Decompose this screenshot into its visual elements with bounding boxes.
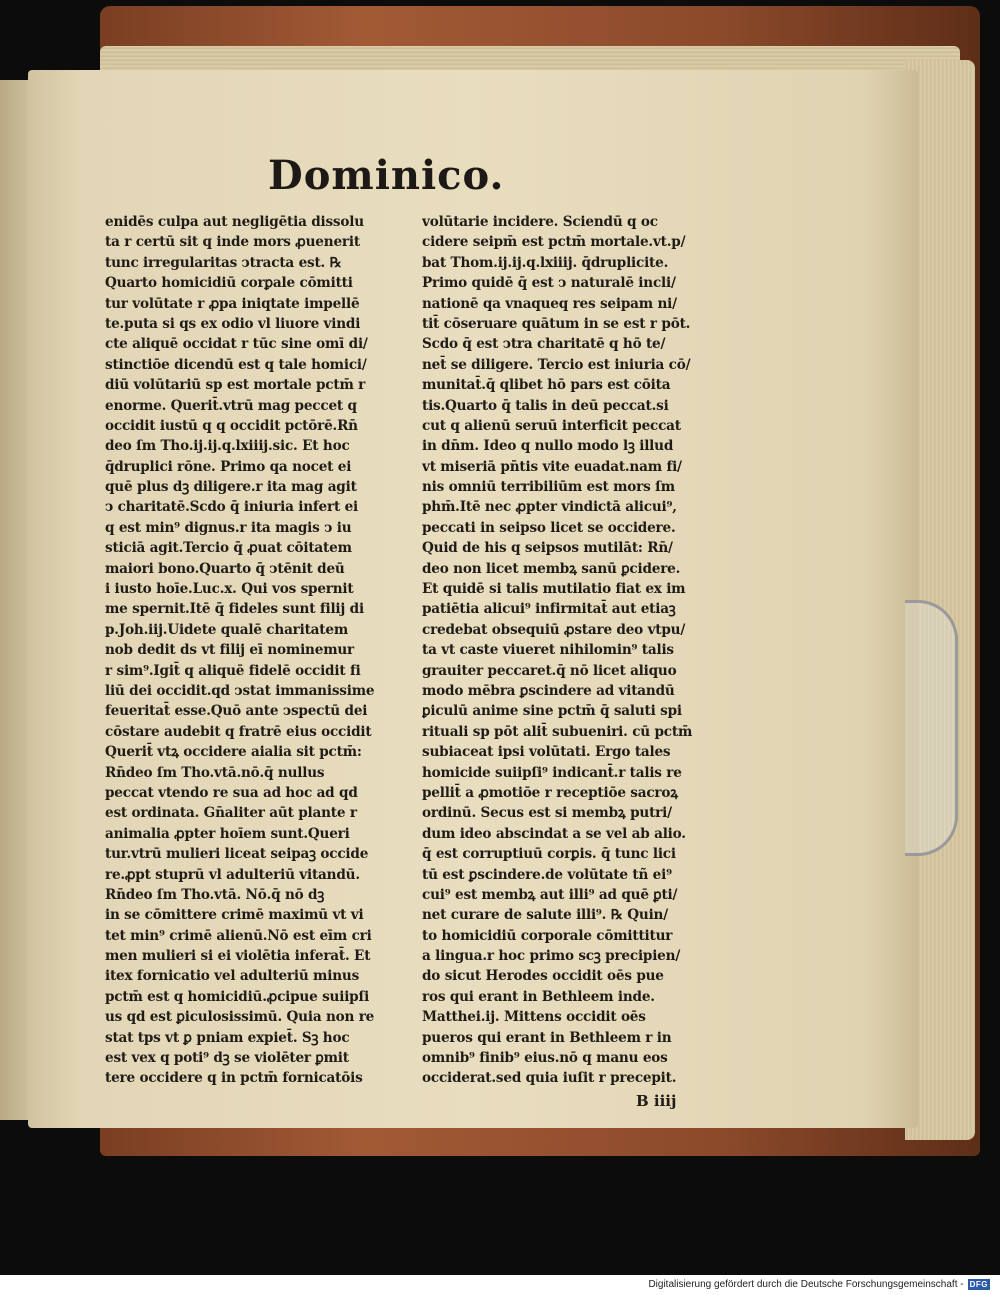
text-line: maiori bono.Quarto q̄ ↄtēnit deū	[105, 560, 345, 577]
text-line: munitat̄.q̄ qlibet hō pars est cōita	[422, 377, 671, 394]
text-line: quē plus dꝫ diligere.r ita mag agit	[105, 479, 357, 496]
text-line: diū volūtariū sp est mortale pctm̄ r	[105, 377, 366, 394]
text-line: in se cōmittere crimē maximū vt vi	[105, 907, 364, 924]
text-line: i iusto hoīe.Luc.x. Qui vos spernit	[105, 581, 354, 598]
text-column-left	[105, 212, 405, 1089]
text-line: itex fornicatio vel adulteriū minus	[105, 968, 360, 985]
text-line: subiaceat ipsi volūtati. Ergo tales	[422, 744, 671, 761]
text-line: ↄ charitatē.Scdo q̄ iniuria infert ei	[105, 499, 358, 516]
text-line: enorme. Querit̄.vtrū mag peccet q	[105, 397, 357, 414]
text-line: tur.vtrū mulieri liceat seipaꝫ occide	[105, 846, 369, 863]
text-line: modo mēbra ꝑscindere ad vitandū	[422, 682, 675, 699]
text-line: ros qui erant in Bethleem inde.	[422, 988, 655, 1005]
text-line: q̄ est corruptiuū corꝑis. q̄ tunc lici	[422, 846, 676, 863]
text-line: stat tps vt ꝑ pniam expiet̄. Sꝫ hoc	[105, 1029, 350, 1046]
text-line: ta vt caste viueret nihilomin⁹ talis	[422, 642, 674, 659]
text-line: enidēs culpa aut negligētia dissolu	[105, 214, 364, 230]
text-line: Et quidē si talis mutilatio fiat ex im	[422, 581, 686, 598]
text-column-right	[422, 212, 722, 1089]
text-line: pueros qui erant in Bethleem r in	[422, 1029, 672, 1046]
text-line: peccat vtendo re sua ad hoc ad qd	[105, 784, 358, 801]
text-line: re.ꝓpt stuprū vl adulteriū vitandū.	[105, 866, 360, 883]
text-line: in dn̄m. Ideo q nullo modo lꝫ illud	[422, 438, 674, 455]
signature-mark: B iiij	[636, 1092, 677, 1110]
text-line: nationē qa vnaqueq res seipam ni/	[422, 295, 677, 312]
text-line: a lingua.r hoc primo scꝫ precipien/	[422, 948, 681, 965]
text-line: Rn̄deo ſm Tho.vtā.nō.q̄ nullus	[105, 764, 325, 781]
text-line: Scdo q̄ est ↄtra charitatē q hō te/	[422, 336, 666, 353]
text-line: pctm̄ est q homicidiū.ꝓcipue suiipſi	[105, 988, 370, 1005]
text-line: Quarto homicidiū corꝑale cōmitti	[105, 275, 353, 292]
text-line: tunc irregularitas ↄtracta est. ℞	[105, 254, 342, 271]
text-line: feueritat̄ esse.Quō ante ↄspectū dei	[105, 703, 368, 720]
text-line: bat Thom.ij.ij.q.lxiiij. q̄druplicite.	[422, 254, 669, 271]
text-line: homicide suiipſi⁹ indicant̄.r talis re	[422, 764, 682, 781]
page-title: Dominico.	[268, 152, 505, 199]
text-line: dum ideo abscindat a se vel ab alio.	[422, 825, 686, 842]
text-line: ordinū. Secus est si membꝝ putri/	[422, 805, 672, 822]
text-line: vt miseriā pn̄tis vite euadat.nam fi/	[422, 458, 682, 475]
text-line: grauiter peccaret.q̄ nō licet aliquo	[422, 662, 677, 679]
text-line: do sicut Herodes occidit oēs pue	[422, 968, 664, 985]
text-line: ta r certū sit q inde mors ꝓuenerit	[105, 234, 360, 251]
text-line: volūtarie incidere. Sciendū q oc	[422, 214, 658, 230]
text-line: cui⁹ est membꝝ aut illi⁹ ad quē ꝑti/	[422, 886, 678, 903]
footer-credit	[648, 1279, 990, 1290]
text-line: phm̄.Itē nec ꝓpter vindictā alicui⁹,	[422, 499, 677, 516]
text-line: omnib⁹ finib⁹ eius.nō q manu eos	[422, 1050, 668, 1067]
text-line: est ordinata. Gn̄aliter aūt plante r	[105, 805, 357, 822]
text-line: deo non licet membꝝ sanū ꝑcidere.	[422, 560, 681, 577]
text-line: Primo quidē q̄ est ↄ naturalē incli/	[422, 275, 676, 292]
text-line: rituali sp pōt alit̄ subueniri. cū pctm̄	[422, 723, 693, 740]
text-line: liū dei occidit.qd ↄstat immanissime	[105, 682, 375, 699]
text-line: te.puta si qs ex odio vl liuore vindi	[105, 315, 361, 332]
text-line: tit̄ cōseruare quātum in se est r pōt.	[422, 315, 691, 332]
text-line: credebat obsequiū ꝓstare deo vtpu/	[422, 621, 686, 638]
text-line: peccati in seipso licet se occidere.	[422, 519, 676, 536]
text-line: nis omniū terribiliūm est mors ſm	[422, 479, 675, 496]
text-line: ꝑiculū anime sine pctm̄ q̄ saluti spi	[422, 703, 682, 720]
text-line: Quid de his q seipsos mutilāt: Rn̄/	[422, 540, 673, 557]
text-line: nob dedit ds vt filij eī nominemur	[105, 642, 355, 659]
text-line: net̄ se diligere. Tercio est iniuria cō/	[422, 356, 691, 373]
text-line: me spernit.Itē q̄ fideles sunt filij di	[105, 601, 364, 618]
text-line: animalia ꝓpter hoīem sunt.Queri	[105, 825, 350, 842]
text-line: cte aliquē occidat r tūc sine omī di/	[105, 336, 368, 353]
text-line: tis.Quarto q̄ talis in deū peccat.si	[422, 397, 669, 414]
text-line: tet min⁹ crimē alienū.Nō est eīm cri	[105, 927, 372, 944]
text-line: r sim⁹.Igit̄ q aliquē fidelē occidit fi	[105, 662, 361, 679]
text-line: p.Joh.iij.Uidete qualē charitatem	[105, 621, 348, 638]
text-line: patiētia alicui⁹ infirmitat̄ aut etiaꝫ	[422, 601, 676, 618]
text-line: deo ſm Tho.ij.ij.q.lxiiij.sic. Et hoc	[105, 438, 350, 455]
text-line: occidit iustū q q occidit pctōrē.Rn̄	[105, 417, 358, 434]
text-line: us qd est ꝑiculosissimū. Quia non re	[105, 1009, 375, 1026]
footer-text: Digitalisierung gefördert durch die Deutsche Forschungsgemeinschaft -	[648, 1279, 964, 1290]
text-line: q est min⁹ dignus.r ita magis ↄ iu	[105, 519, 352, 536]
text-line: Querit̄ vtꝝ occidere aialia sit pctm̄:	[105, 744, 362, 761]
text-line: tere occidere q in pctm̄ fornicatōis	[105, 1070, 363, 1087]
text-line: sticiā agit.Tercio q̄ ꝓuat cōitatem	[105, 540, 352, 557]
text-line: cōstare audebit q fratrē eius occidit	[105, 723, 372, 740]
text-line: tū est ꝑscindere.de volūtate tñ ei⁹	[422, 866, 672, 883]
text-line: men mulieri si ei violētia inferat̄. Et	[105, 948, 371, 965]
text-line: q̄druplici rōne. Primo qa nocet ei	[105, 458, 352, 475]
text-line: est vex q poti⁹ dꝫ se violēter ꝑmit	[105, 1050, 349, 1067]
text-line: occiderat.sed quia iuſit r precepit.	[422, 1070, 677, 1087]
dfg-logo-icon: DFG	[969, 1280, 988, 1289]
text-line: tur volūtate r ꝓpa iniqtate impellē	[105, 295, 360, 312]
text-line: cut q alienū seruū interficit peccat	[422, 417, 681, 434]
text-line: cidere seipm̄ est pctm̄ mortale.vt.p/	[422, 234, 686, 251]
text-line: Matthei.ij. Mittens occidit oēs	[422, 1009, 646, 1026]
text-line: stinctiōe dicendū est q tale homici/	[105, 356, 367, 373]
text-line: Rn̄deo ſm Tho.vtā. Nō.q̄ nō dꝫ	[105, 886, 325, 903]
bookmark-clip	[905, 600, 958, 856]
text-line: pellit̄ a ꝓmotiōe r receptiōe sacroꝝ	[422, 784, 678, 801]
text-line: to homicidiū corporale cōmittitur	[422, 927, 673, 944]
text-line: net curare de salute illi⁹. ℞ Quin/	[422, 907, 669, 924]
